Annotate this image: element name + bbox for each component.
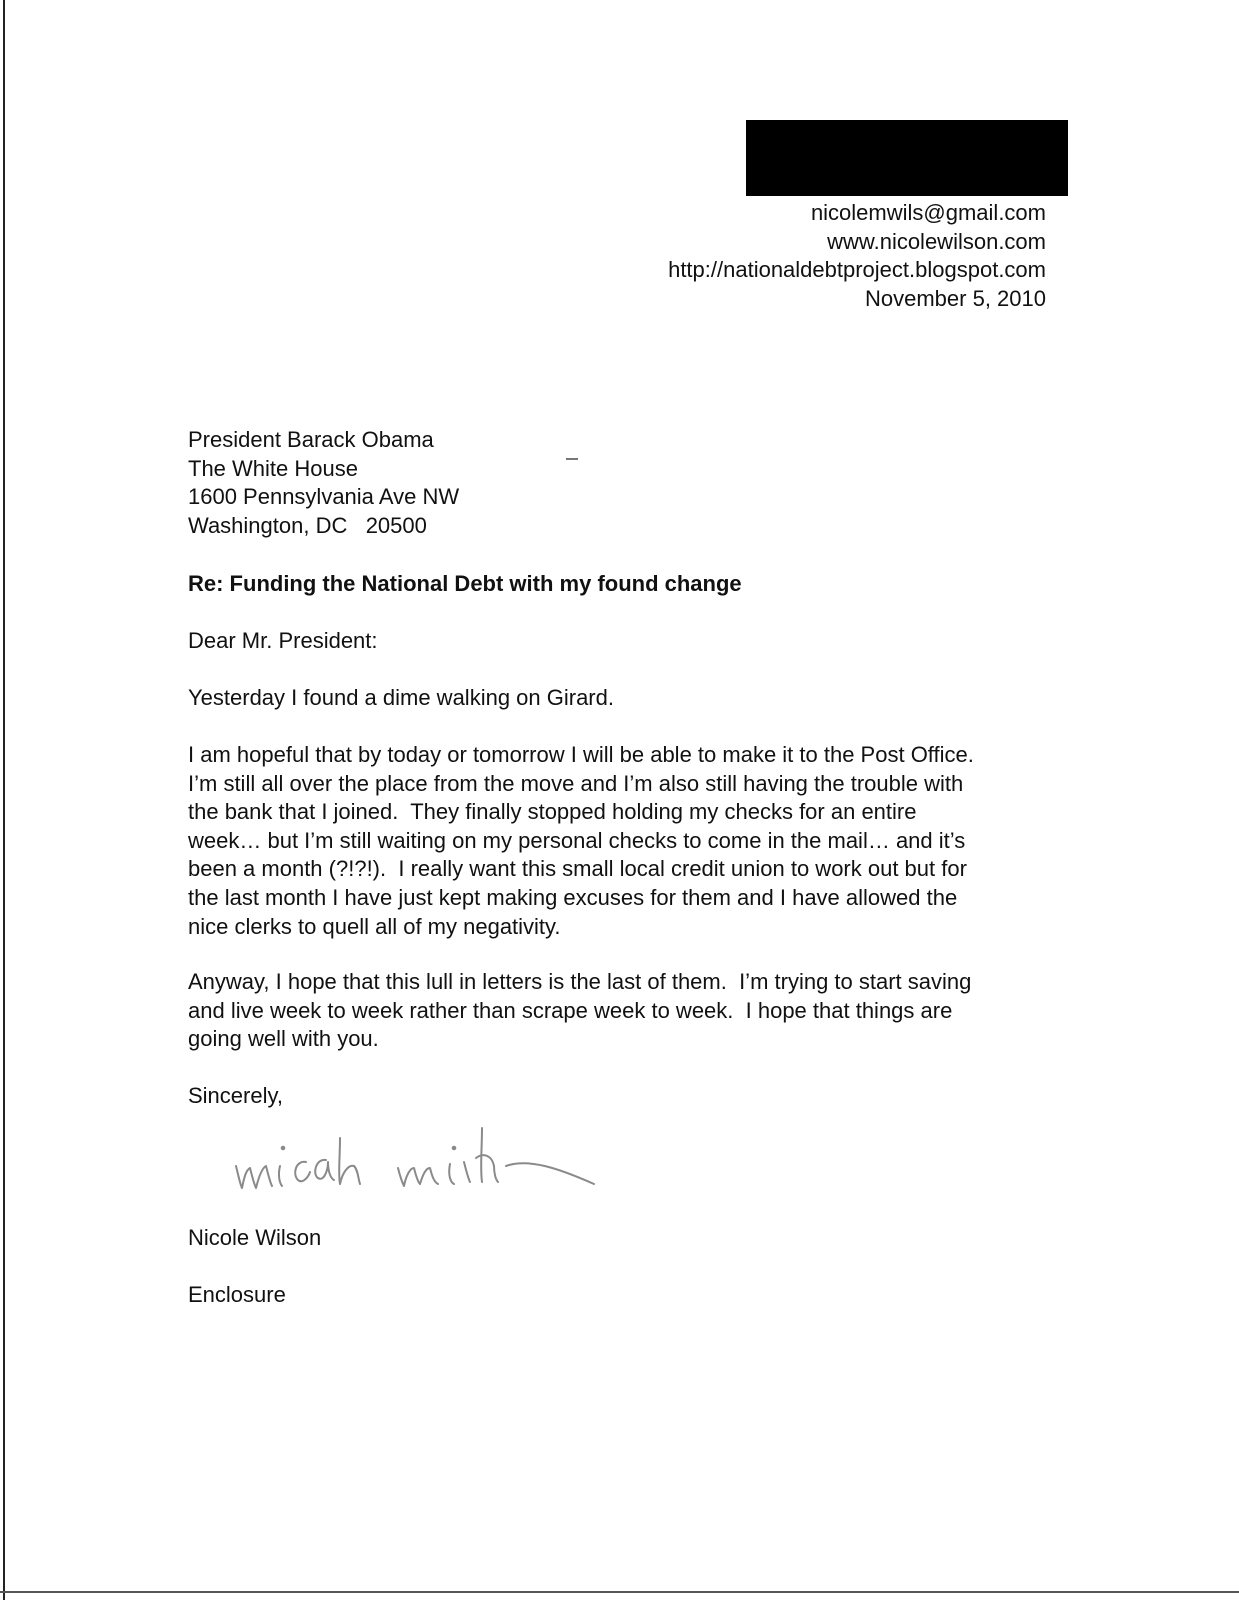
signer-name: Nicole Wilson (188, 1225, 322, 1250)
recipient-name: President Barack Obama (188, 427, 434, 452)
sender-blog: http://nationaldebtproject.blogspot.com (668, 257, 1046, 282)
handwritten-signature (228, 1118, 608, 1198)
paragraph-2-line: I’m still all over the place from the move and I’m also still having the trouble with (188, 770, 964, 796)
paragraph-3-line: and live week to week rather than scrape week to week. I hope that things are (188, 997, 953, 1023)
scan-edge-left (3, 0, 5, 1600)
scan-edge-bottom (0, 1591, 1239, 1593)
closing: Sincerely, (188, 1083, 283, 1108)
paragraph-2-line: been a month (?!?!). I really want this small local credit union to work out but for (188, 856, 967, 882)
recipient-org: The White House (188, 455, 358, 481)
recipient-street: 1600 Pennsylvania Ave NW (188, 484, 460, 510)
paragraph-3-line: Anyway, I hope that this lull in letters is the last of them. I’m trying to start saving (188, 969, 972, 994)
letter-date: November 5, 2010 (865, 285, 1046, 311)
paragraph-2-line: the bank that I joined. They finally stopped holding my checks for an entire (188, 799, 917, 825)
salutation: Dear Mr. President: (188, 628, 378, 653)
recipient-city: Washington, DC 20500 (188, 512, 427, 538)
paragraph-3-line: going well with you. (188, 1026, 379, 1052)
paragraph-1: Yesterday I found a dime walking on Girard. (188, 685, 614, 710)
sender-website: www.nicolewilson.com (827, 228, 1046, 254)
scan-speck (566, 458, 578, 460)
sender-email: nicolemwils@gmail.com (810, 200, 1046, 225)
paragraph-3 (188, 968, 1068, 1054)
paragraph-2-line: week… but I’m still waiting on my personal checks to come in the mail… and it’s (188, 827, 966, 853)
redacted-address-block (746, 120, 1068, 196)
paragraph-2 (188, 741, 1068, 941)
sender-contact-block (668, 199, 1046, 313)
paragraph-2-line: the last month I have just kept making excuses for them and I have allowed the (188, 884, 958, 910)
enclosure-note: Enclosure (188, 1282, 286, 1307)
paragraph-2-line: nice clerks to quell all of my negativity. (188, 913, 561, 939)
subject-line: Re: Funding the National Debt with my found change (188, 571, 742, 596)
paragraph-2-line: I am hopeful that by today or tomorrow I will be able to make it to the Post Office. (188, 742, 974, 767)
recipient-address-block (188, 426, 459, 540)
